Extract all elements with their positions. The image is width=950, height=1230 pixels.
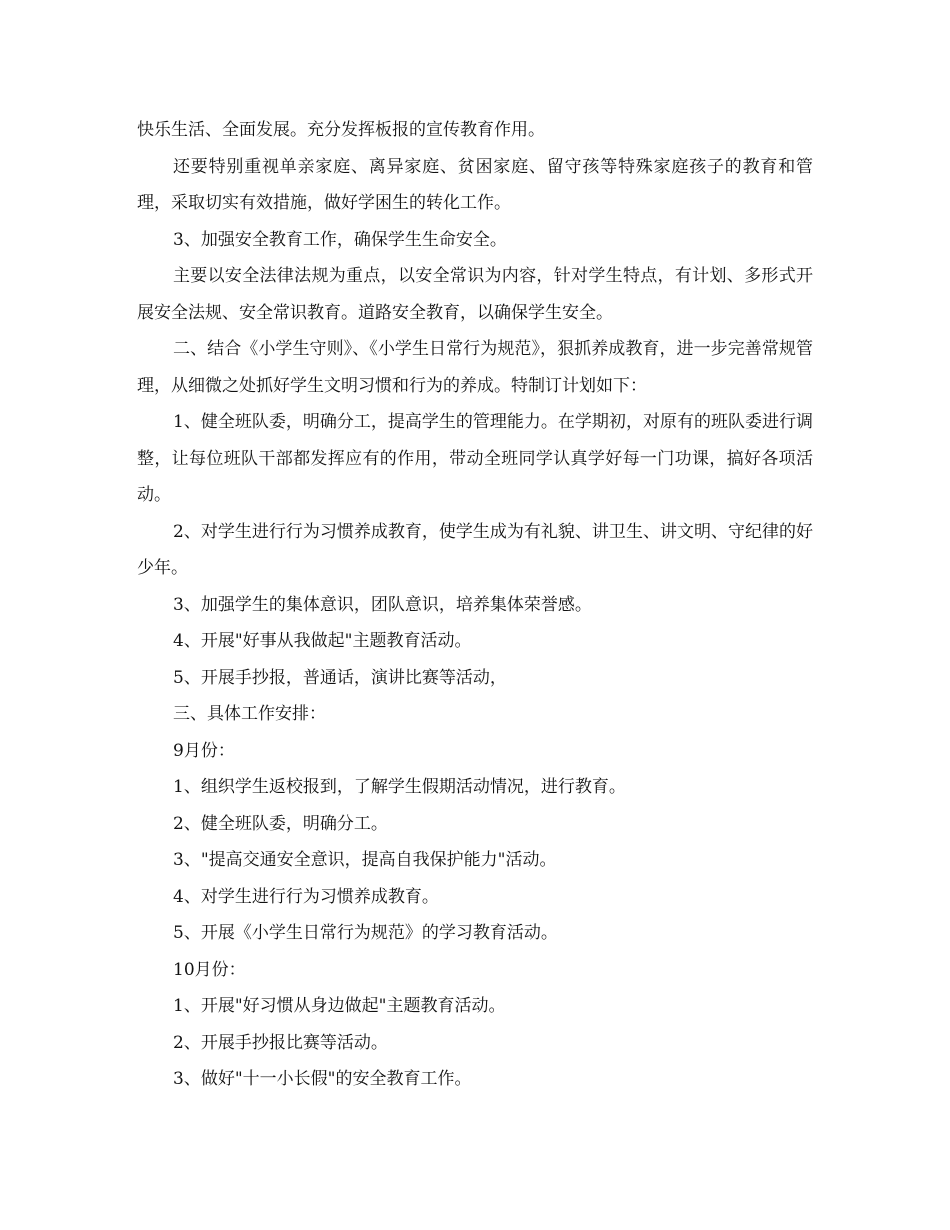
- paragraph: 5、开展手抄报，普通话，演讲比赛等活动，: [173, 667, 507, 688]
- paragraph: 2、对学生进行行为习惯养成教育，使学生成为有礼貌、讲卫生、讲文明、守纪律的好少年。: [137, 521, 813, 578]
- paragraph: 1、健全班队委，明确分工，提高学生的管理能力。在学期初，对原有的班队委进行调整，让每位班队干部都发挥应有的作用，带动全班同学认真学好每一门功课，搞好各项活动。: [137, 412, 813, 505]
- list-item: 3、做好"十一小长假"的安全教育工作。: [173, 1069, 472, 1089]
- paragraph: 3、加强学生的集体意识，团队意识，培养集体荣誉感。: [173, 594, 592, 615]
- paragraph: 还要特别重视单亲家庭、离异家庭、贫困家庭、留守孩等特殊家庭孩子的教育和管理，采取切实有效措施，做好学困生的转化工作。: [137, 156, 813, 213]
- section-heading: 三、具体工作安排：: [173, 704, 326, 724]
- list-item: 5、开展《小学生日常行为规范》的学习教育活动。: [173, 923, 558, 943]
- section-heading: 二、结合《小学生守则》、《小学生日常行为规范》，狠抓养成教育，进一步完善常规管理，从细微之处抓好学生文明习惯和行为的养成。特制订计划如下：: [137, 339, 813, 396]
- month-heading: 10月份：: [173, 959, 246, 980]
- paragraph: 主要以安全法律法规为重点，以安全常识为内容，针对学生特点，有计划、多形式开展安全法规、安全常识教育。道路安全教育，以确保学生安全。: [137, 266, 813, 323]
- paragraph: 快乐生活、全面发展。充分发挥板报的宣传教育作用。: [137, 120, 545, 140]
- paragraph: 3、加强安全教育工作，确保学生生命安全。: [173, 229, 507, 250]
- month-heading: 9月份：: [173, 740, 235, 761]
- list-item: 3、"提高交通安全意识，提高自我保护能力"活动。: [173, 850, 557, 870]
- paragraph: 4、开展"好事从我做起"主题教育活动。: [173, 631, 472, 651]
- list-item: 2、开展手抄报比赛等活动。: [173, 1032, 388, 1053]
- list-item: 4、对学生进行行为习惯养成教育。: [173, 886, 439, 907]
- list-item: 2、健全班队委，明确分工。: [173, 813, 388, 834]
- list-item: 1、开展"好习惯从身边做起"主题教育活动。: [173, 996, 506, 1016]
- list-item: 1、组织学生返校报到，了解学生假期活动情况，进行教育。: [173, 777, 626, 797]
- document-body: [137, 112, 813, 1098]
